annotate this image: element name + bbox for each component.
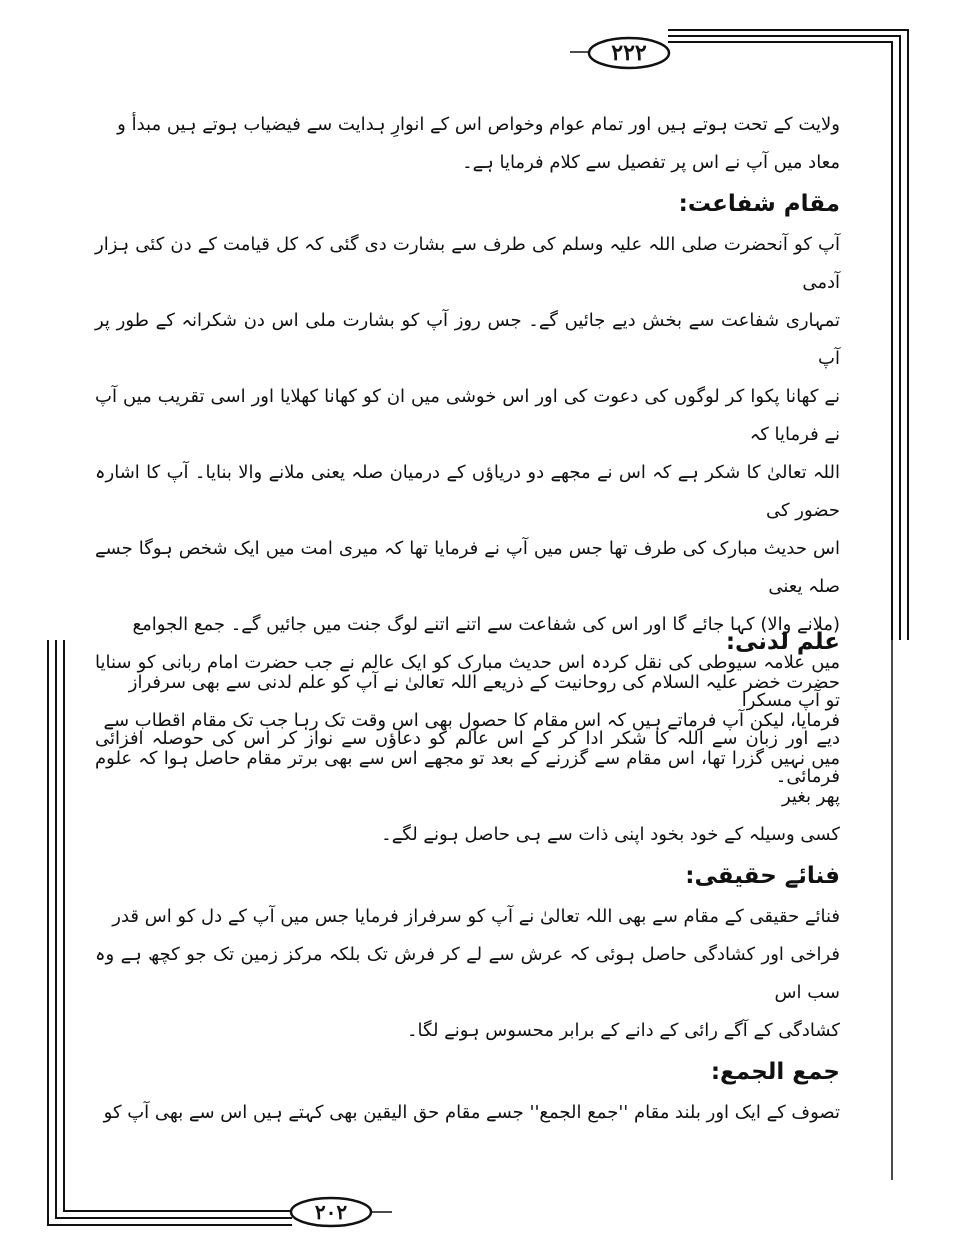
text-line: آپ کو آنحضرت صلی اللہ علیہ وسلم کی طرف سے بشارت دی گئی کہ کل قیامت کے دن کئی ہزار آدمی	[95, 234, 840, 293]
text-line: (ملانے والا) کہا جائے گا اور اس کی شفاعت سے اتنے اتنے لوگ جنت میں جائیں گے۔ جمع الجوامع	[132, 614, 840, 635]
text-line: ولایت کے تحت ہوتے ہیں اور تمام عوام وخواص اس کے انوارِ ہدایت سے فیضیاب ہوتے ہیں مبدأ و	[117, 114, 840, 135]
section-heading-true-annihilation: فنائے حقیقی:	[685, 863, 840, 889]
text-line: کشادگی کے آگے رائی کے دانے کے برابر محسوس ہونے لگا۔	[407, 1020, 840, 1041]
text-line: تصوف کے ایک اور بلند مقام ''جمع الجمع'' جسے مقام حق الیقین بھی کہتے ہیں اس سے بھی آپ کو	[103, 1102, 840, 1123]
text-line: میں علامہ سیوطی کی نقل کردہ اس حدیث مبارک کو ایک عالم نے جب حضرت امام ربانی کو سنایا تو آپ مسکرا	[95, 652, 840, 711]
text-line: اللہ تعالیٰ کا شکر ہے کہ اس نے مجھے دو دریاؤں کے درمیان صلہ یعنی ملانے والا بنایا۔ آپ کا اشارہ حضور کی	[95, 462, 840, 521]
text-line: دیے اور زبان سے اللہ کا شکر ادا کر کے اس عالم کو دعاؤں سے نواز کر اس کی حوصلہ افزائی فرمائی۔	[95, 728, 840, 787]
section-heading-divine-knowledge: علم لدنی:	[725, 629, 840, 655]
text-line: فراخی اور کشادگی حاصل ہوئی کہ عرش سے لے کر فرش تک بلکہ مرکز زمین تک جو کچھ ہے وہ سب اس	[95, 944, 840, 1003]
text-block-lower	[95, 620, 840, 1132]
text-line: کسی وسیلہ کے خود بخود اپنی ذات سے ہی حاصل ہونے لگے۔	[381, 824, 840, 845]
text-line: اس حدیث مبارک کی طرف تھا جس میں آپ نے فرمایا تھا کہ میری امت میں ایک شخص ہوگا جسے صلہ یعنی	[95, 538, 840, 597]
text-line: میں نہیں گزرا تھا، اس مقام سے گزرنے کے بعد تو مجھے اس سے بھی برتر مقام حاصل ہوا کہ علوم پھر بغیر	[95, 748, 840, 807]
section-heading-jam-ul-jam: جمع الجمع:	[710, 1059, 840, 1085]
page-number-bottom: ۲۰۲	[314, 1200, 348, 1224]
text-line: نے کھانا پکوا کر لوگوں کی دعوت کی اور اس خوشی میں ان کو کھانا کھلایا اور اسی تقریب میں آپ نے فرمایا کہ	[95, 386, 840, 445]
text-line: معاد میں آپ نے اس پر تفصیل سے کلام فرمایا ہے۔	[462, 152, 840, 173]
text-line: تمہاری شفاعت سے بخش دیے جائیں گے۔ جس روز آپ کو بشارت ملی اس دن شکرانہ کے طور پر آپ	[95, 310, 840, 369]
text-line: حضرت خضر علیہ السلام کی روحانیت کے ذریعے اللہ تعالیٰ نے آپ کو علم لدنی سے بھی سرفراز	[128, 672, 840, 693]
page-number-top: ۲۲۲	[611, 40, 647, 66]
section-heading-intercession: مقام شفاعت:	[678, 191, 840, 217]
text-line: فرمایا، لیکن آپ فرماتے ہیں کہ اس مقام کا حصول بھی اس وقت تک رہا جب تک مقام اقطاب سے	[103, 710, 840, 731]
text-line: فنائے حقیقی کے مقام سے بھی اللہ تعالیٰ نے آپ کو سرفراز فرمایا جس میں آپ کے دل کو اس قدر	[112, 906, 840, 927]
